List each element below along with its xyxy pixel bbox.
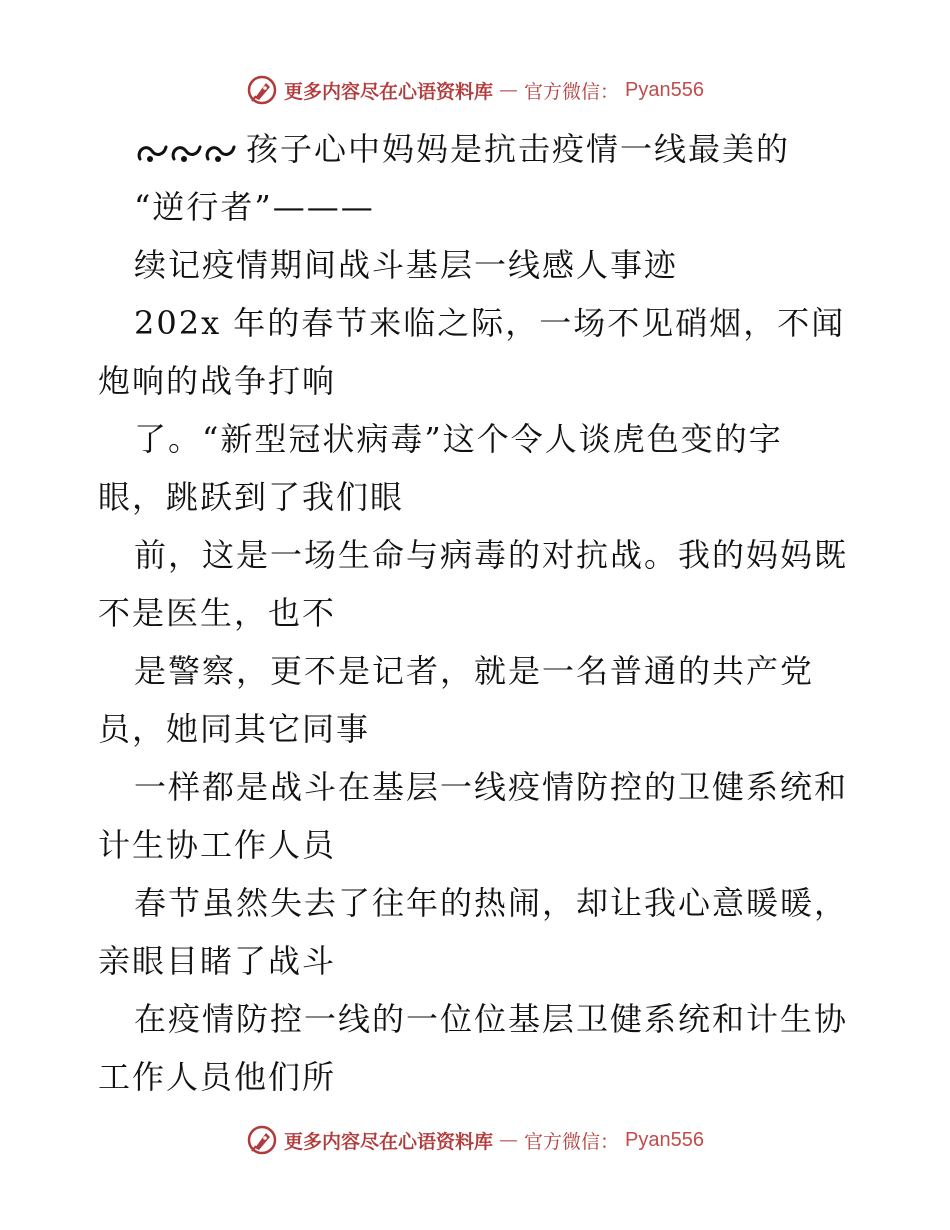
title-line-1 bbox=[98, 120, 858, 178]
paragraph-line: 在疫情防控一线的一位位基层卫健系统和计生协 bbox=[134, 1000, 849, 1038]
paragraph-line: 员，她同其它同事 bbox=[98, 710, 371, 748]
paragraph-line: 炮响的战争打响 bbox=[98, 362, 337, 400]
subtitle: 续记疫情期间战斗基层一线感人事迹 bbox=[134, 246, 679, 284]
paragraph-line: 一样都是战斗在基层一线疫情防控的卫健系统和 bbox=[134, 768, 849, 806]
paragraph-line: 眼，跳跃到了我们眼 bbox=[98, 478, 405, 516]
document-body bbox=[98, 120, 858, 1106]
footer-banner-inner bbox=[246, 1124, 704, 1156]
pen-nib-logo-icon bbox=[246, 1124, 278, 1156]
paragraph-line: 是警察，更不是记者，就是一名普通的共产党 bbox=[134, 652, 815, 690]
header-banner-text: 更多内容尽在心语资料库 bbox=[284, 80, 494, 103]
pen-nib-logo-icon bbox=[246, 74, 278, 106]
header-banner-inner bbox=[246, 74, 704, 106]
header-banner bbox=[0, 70, 950, 110]
document-title-line-1: 孩子心中妈妈是抗击疫情一线最美的 bbox=[246, 130, 791, 168]
paragraph-line: 前，这是一场生命与病毒的对抗战。我的妈妈既 bbox=[134, 536, 849, 574]
paragraph-line: 工作人员他们所 bbox=[98, 1058, 337, 1096]
footer-banner-separator: — bbox=[499, 1129, 519, 1151]
header-wechat-label: 官方微信： bbox=[524, 80, 620, 103]
paragraph-line: 了。“新型冠状病毒”这个令人谈虎色变的字 bbox=[134, 420, 783, 458]
paragraph-line: 202x 年的春节来临之际，一场不见硝烟，不闻 bbox=[134, 304, 846, 342]
footer-banner bbox=[0, 1120, 950, 1160]
footer-wechat-label: 官方微信： bbox=[524, 1130, 620, 1153]
header-wechat-id: Pyan556 bbox=[625, 78, 704, 101]
paragraph-line: 春节虽然失去了往年的热闹，却让我心意暖暖， bbox=[134, 884, 849, 922]
footer-wechat-id: Pyan556 bbox=[625, 1128, 704, 1151]
footer-banner-text: 更多内容尽在心语资料库 bbox=[284, 1130, 494, 1153]
paragraph-line: 亲眼目睹了战斗 bbox=[98, 942, 337, 980]
paragraph-line: 不是医生，也不 bbox=[98, 594, 337, 632]
title-line-2: “逆行者”——— bbox=[134, 188, 375, 226]
paragraph-line: 计生协工作人员 bbox=[98, 826, 337, 864]
fleuron-icon bbox=[134, 137, 244, 167]
header-banner-separator: — bbox=[499, 79, 519, 101]
